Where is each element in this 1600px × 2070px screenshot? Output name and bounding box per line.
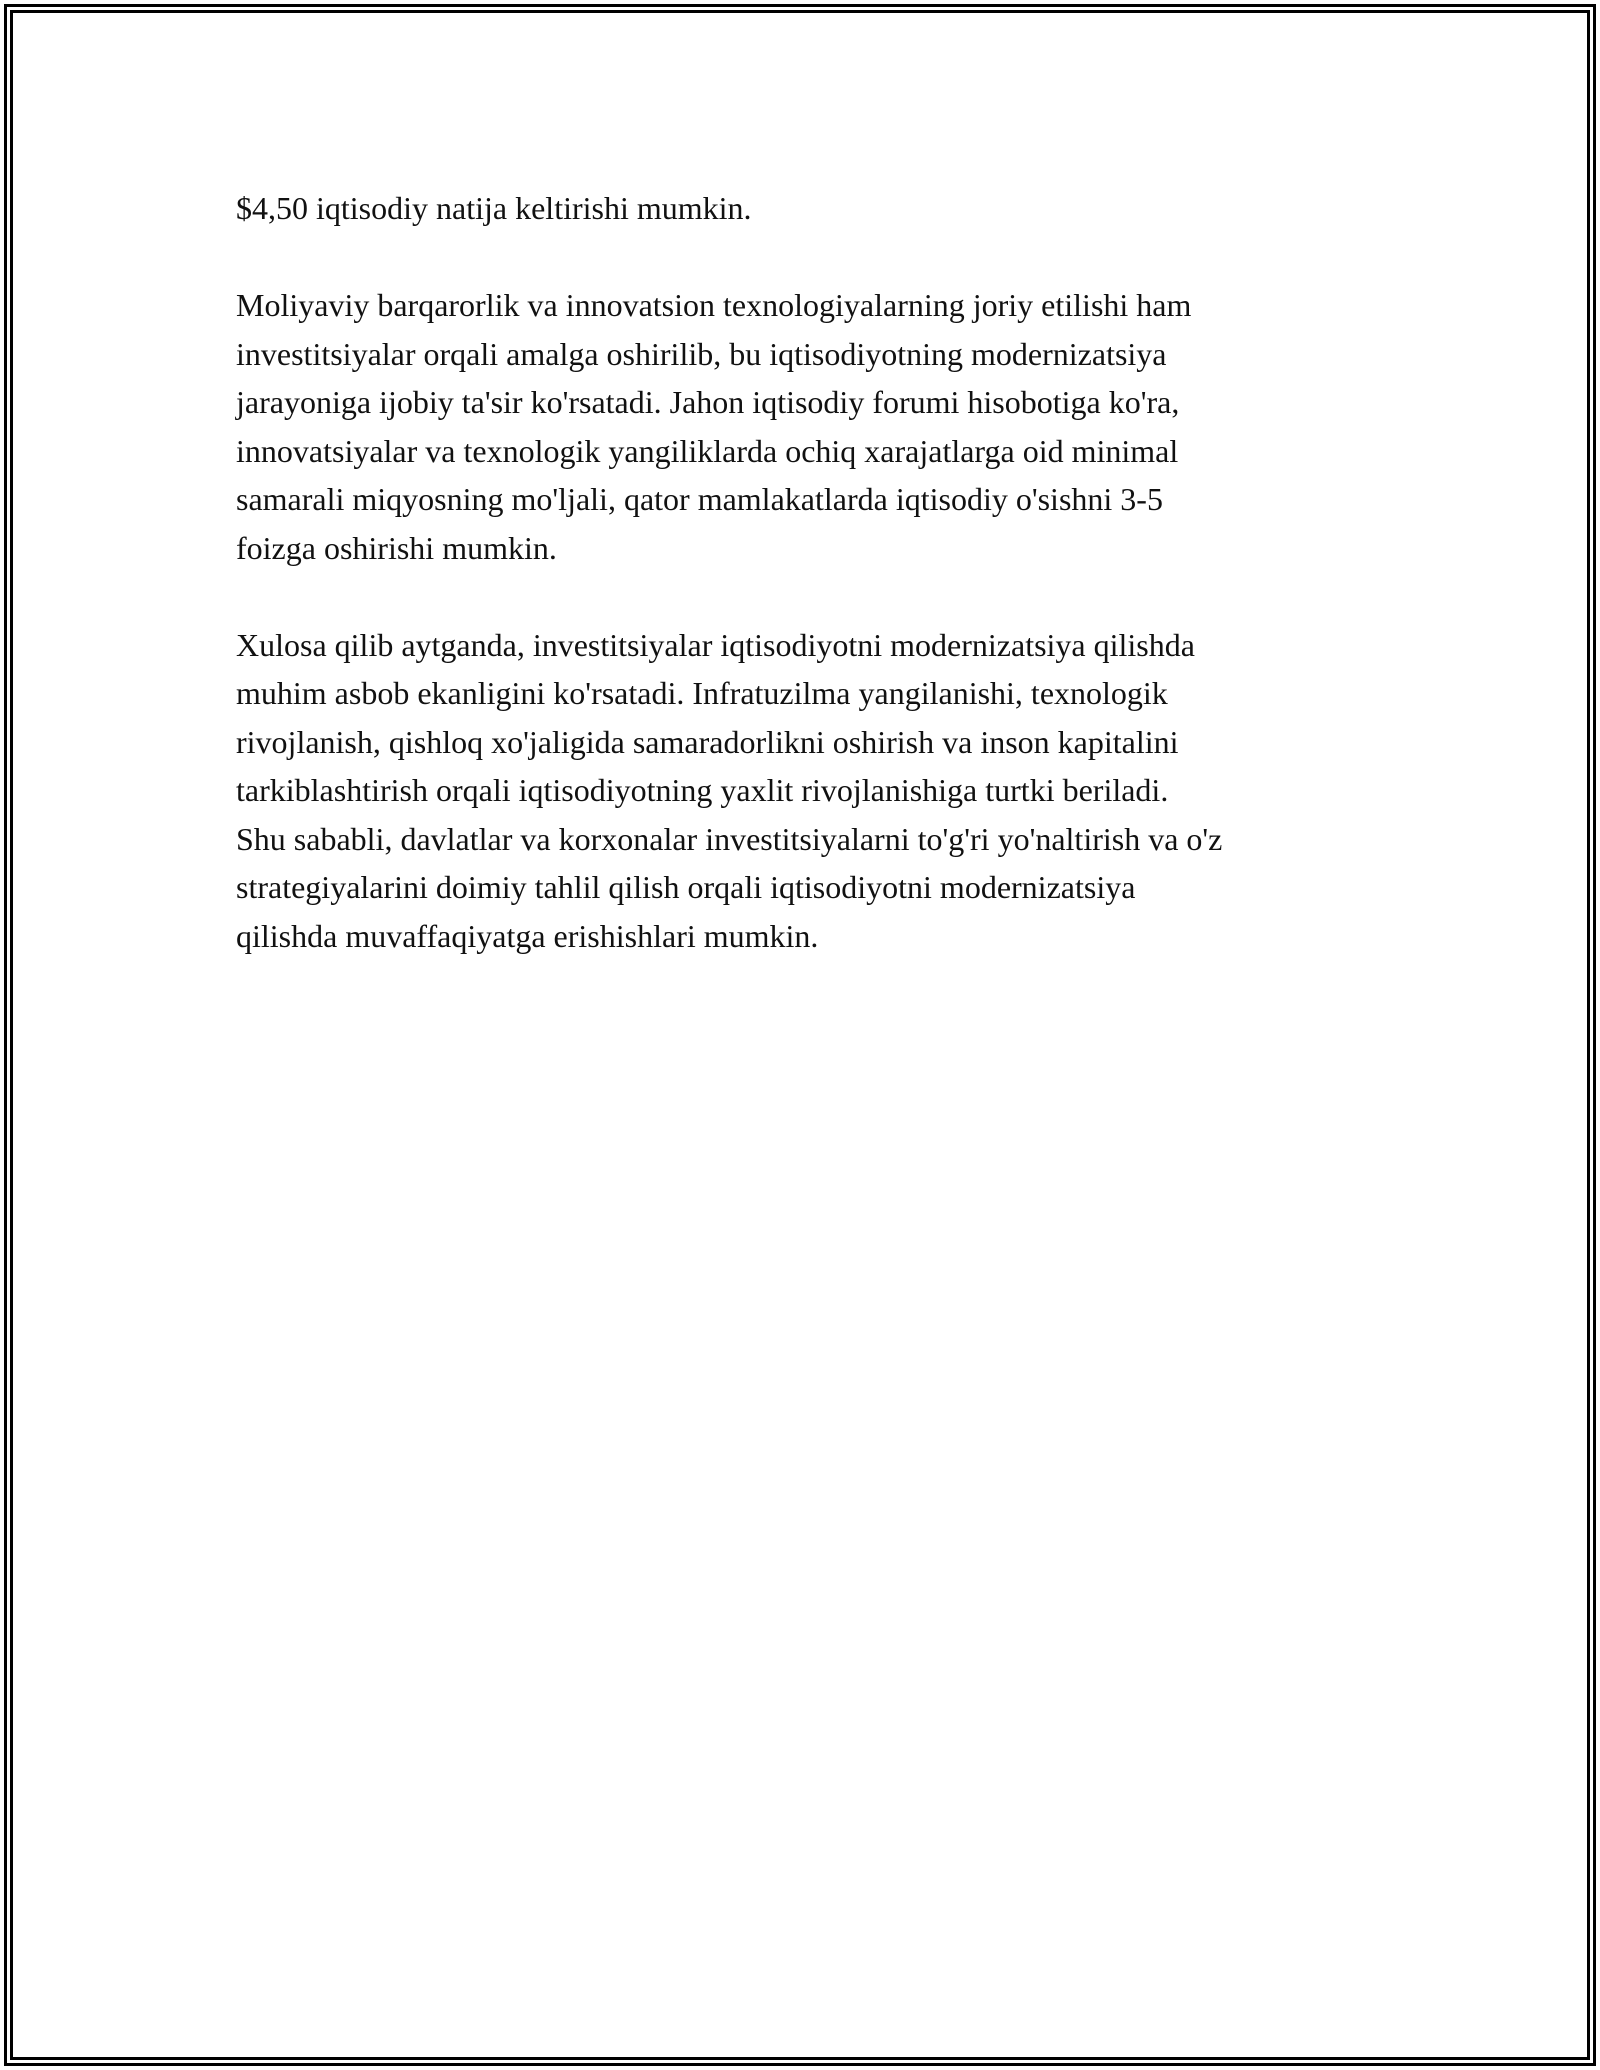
text-line: foizga oshirishi mumkin. xyxy=(236,529,557,566)
text-line: qilishda muvaffaqiyatga erishishlari mumkin. xyxy=(236,917,819,954)
document-body xyxy=(236,184,1396,1009)
text-line: jarayoniga ijobiy ta'sir ko'rsatadi. Jahon iqtisodiy forumi hisobotiga ko'ra, xyxy=(236,384,1180,420)
text-line: Shu sababli, davlatlar va korxonalar investitsiyalarni to'g'ri yo'naltirish va o'z xyxy=(236,820,1223,857)
paragraph-result xyxy=(236,184,1396,233)
text-line: strategiyalarini doimiy tahlil qilish orqali iqtisodiyotni modernizatsiya xyxy=(236,869,1136,905)
text-line: samarali miqyosning mo'ljali, qator mamlakatlarda iqtisodiy o'sishni 3-5 xyxy=(236,481,1163,517)
text-line: tarkiblashtirish orqali iqtisodiyotning yaxlit rivojlanishiga turtki beriladi. xyxy=(236,772,1169,808)
text-line: Xulosa qilib aytganda, investitsiyalar iqtisodiyotni modernizatsiya qilishda xyxy=(236,626,1195,663)
text-line: $4,50 iqtisodiy natija keltirishi mumkin. xyxy=(236,190,752,226)
paragraph-conclusion xyxy=(236,621,1396,961)
paragraph-financial-stability xyxy=(236,281,1396,572)
text-line: investitsiyalar orqali amalga oshirilib, bu iqtisodiyotning modernizatsiya xyxy=(236,335,1167,372)
text-line: rivojlanish, qishloq xo'jaligida samaradorlikni oshirish va inson kapitalini xyxy=(236,723,1179,760)
text-line: Moliyaviy barqarorlik va innovatsion texnologiyalarning joriy etilishi ham xyxy=(236,287,1192,323)
text-line: innovatsiyalar va texnologik yangiliklarda ochiq xarajatlarga oid minimal xyxy=(236,432,1179,469)
text-line: muhim asbob ekanligini ko'rsatadi. Infratuzilma yangilanishi, texnologik xyxy=(236,675,1168,711)
